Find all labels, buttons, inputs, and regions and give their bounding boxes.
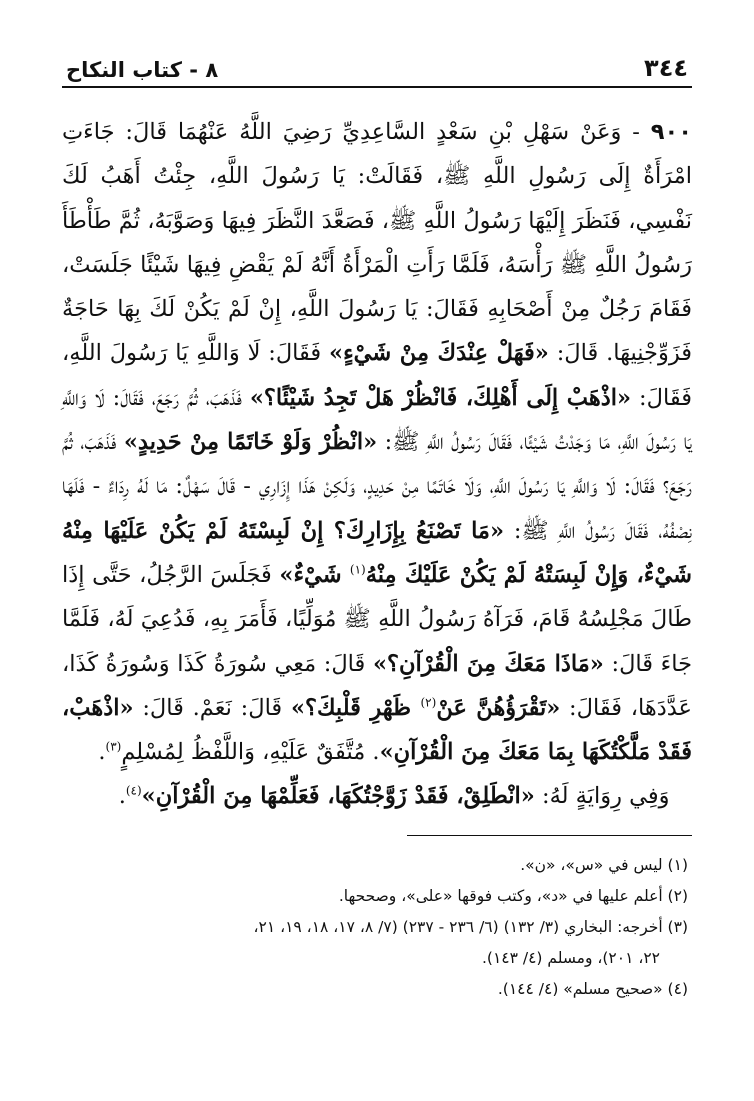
narration-segment: فَجَلَسَ الرَّجُلُ، حَتَّى إِذَا طَالَ مَجْلِسُهُ قَامَ، فَرَآهُ رَسُولُ اللَّهِ ﷺ مُوَلِّيًا، فَأَمَرَ بِهِ، فَدُعِيَ لَهُ، فَلَمَّا جَاءَ قَالَ: [62,561,693,677]
narration-segment: قَالَ: نَعَمْ. قَالَ: [133,694,291,721]
footnote-marker: (٤) [125,783,142,798]
narration-segment: فَذَهَبَ، ثُمَّ رَجَعَ، فَقَالَ: لَا وَاللَّهِ يَا رَسُولَ اللَّهِ، مَا وَجَدْتُ شَيْئًا، فَقَالَ رَسُولُ اللَّهِ ﷺ: [62,384,692,456]
prophet-quote: شَيْءٌ» [279,561,350,588]
hadith-text [62,110,692,819]
chapter-title: ٨ - كتاب النكاح [66,58,219,82]
hadith-number: ٩٠٠ [650,119,692,145]
footnote-marker: (٣) [105,739,122,754]
prophet-quote: «اذْهَبْ إِلَى أَهْلِكَ، فَانْظُرْ هَلْ تَجِدُ شَيْئًا؟» [249,384,632,411]
footnote-marker: (٢) [420,695,437,710]
riwaya-intro: وَفِي رِوَايَةٍ لَهُ: [534,783,670,810]
footnote: (٢) أعلم عليها في «د»، وكتب فوقها «على»، وصححها. [338,886,688,905]
narration-segment: فَقَالَ: لَا وَاللَّهِ يَا رَسُولَ اللَّهِ، فَقَالَ: [62,340,692,411]
narration-segment: قَالَ: مَعِي سُورَةُ كَذَا وَسُورَةُ كَذَا، عَدَّدَهَا، فَقَالَ: [62,650,692,721]
prophet-quote: «مَا تَصْنَعُ بِإِزَارِكَ؟ إِنْ لَبِسْتَهُ لَمْ يَكُنْ عَلَيْهَا مِنْهُ شَيْءٌ، وَإِنْ لَبِسَتْهُ لَمْ يَكُنْ عَلَيْكَ مِنْهُ [62,517,692,588]
footnote-marker: (١) [349,562,366,577]
footnotes [62,850,692,1005]
prophet-quote: «مَاذَا مَعَكَ مِنَ الْقُرْآنِ؟» [372,650,604,677]
narration-segment: - وَعَنْ سَهْلِ بْنِ سَعْدٍ السَّاعِدِيِّ رَضِيَ اللَّهُ عَنْهُمَا قَالَ: جَاءَتِ امْرَأَةٌ إِلَى رَسُولِ اللَّهِ ﷺ، فَقَالَتْ: يَا رَسُولَ اللَّهِ، جِئْتُ أَهَبُ لَكَ نَفْسِي، فَنَظَرَ إِلَيْهَا رَسُولُ اللَّهِ ﷺ، فَصَعَّدَ النَّظَرَ فِيهَا وَصَوَّبَهُ، ثُمَّ طَأْطَأَ رَسُولُ اللَّهِ ﷺ رَأْسَهُ، فَلَمَّا رَأَتِ الْمَرْأَةُ أَنَّهُ لَمْ يَقْضِ فِيهَا شَيْئًا جَلَسَتْ، فَقَامَ رَجُلٌ مِنْ أَصْحَابِهِ فَقَالَ: يَا رَسُولَ اللَّهِ، إِنْ لَمْ يَكُنْ لَكَ بِهَا حَاجَةٌ فَزَوِّجْنِيهَا. قَالَ: [62,119,692,367]
prophet-quote: ظَهْرِ قَلْبِكَ؟» [290,694,421,721]
page-number: ٣٤٤ [644,54,688,82]
footnote-separator [407,835,692,836]
footnote: (٣) أخرجه: البخاري (٣/ ١٣٢) (٦/ ٢٣٦ - ٢٣٧) (٧/ ٨، ١٧، ١٨، ١٩، ٢١، [253,917,688,936]
hadith-paragraph [62,110,692,774]
prophet-quote: «انْظُرْ وَلَوْ خَاتَمًا مِنْ حَدِيدٍ» [123,429,378,456]
page-header [62,48,692,88]
narration-segment: . [98,739,106,766]
footnote-continuation: ٢٢، ٢٠١)، ومسلم (٤/ ١٤٣). [481,948,660,967]
prophet-quote: «اذْهَبْ، فَقَدْ مَلَّكْتُكَهَا بِمَا مَعَكَ مِنَ الْقُرْآنِ» [62,694,692,766]
narration-segment: . [118,783,126,810]
footnote: (٤) «صحيح مسلم» (٤/ ١٤٤). [497,979,688,998]
prophet-quote: «انْطَلِقْ، فَقَدْ زَوَّجْتُكَهَا، فَعَلِّمْهَا مِنَ الْقُرْآنِ» [141,783,535,810]
prophet-quote: «تَقْرَؤُهُنَّ عَنْ [436,694,561,721]
narration-segment: فَذَهَبَ، ثُمَّ رَجَعَ؟ فَقَالَ: لَا وَاللَّهِ يَا رَسُولَ اللَّهِ، وَلَا خَاتَمًا مِنْ حَدِيدٍ، وَلَكِنْ هَذَا إِزَارِي - قَالَ سَهْلٌ: مَا لَهُ رِدَاءٌ - فَلَهَا نِصْفُهُ، فَقَالَ رَسُولُ اللَّهِ ﷺ: [62,429,692,544]
riwaya-paragraph [62,774,692,818]
book-page [62,48,692,1048]
prophet-quote: «فَهَلْ عِنْدَكَ مِنْ شَيْءٍ» [329,340,549,367]
narration-segment: . مُتَّفَقٌ عَلَيْهِ، وَاللَّفْظُ لِمُسْلِمٍ [121,739,380,766]
footnote: (١) ليس في «س»، «ن». [520,855,688,874]
